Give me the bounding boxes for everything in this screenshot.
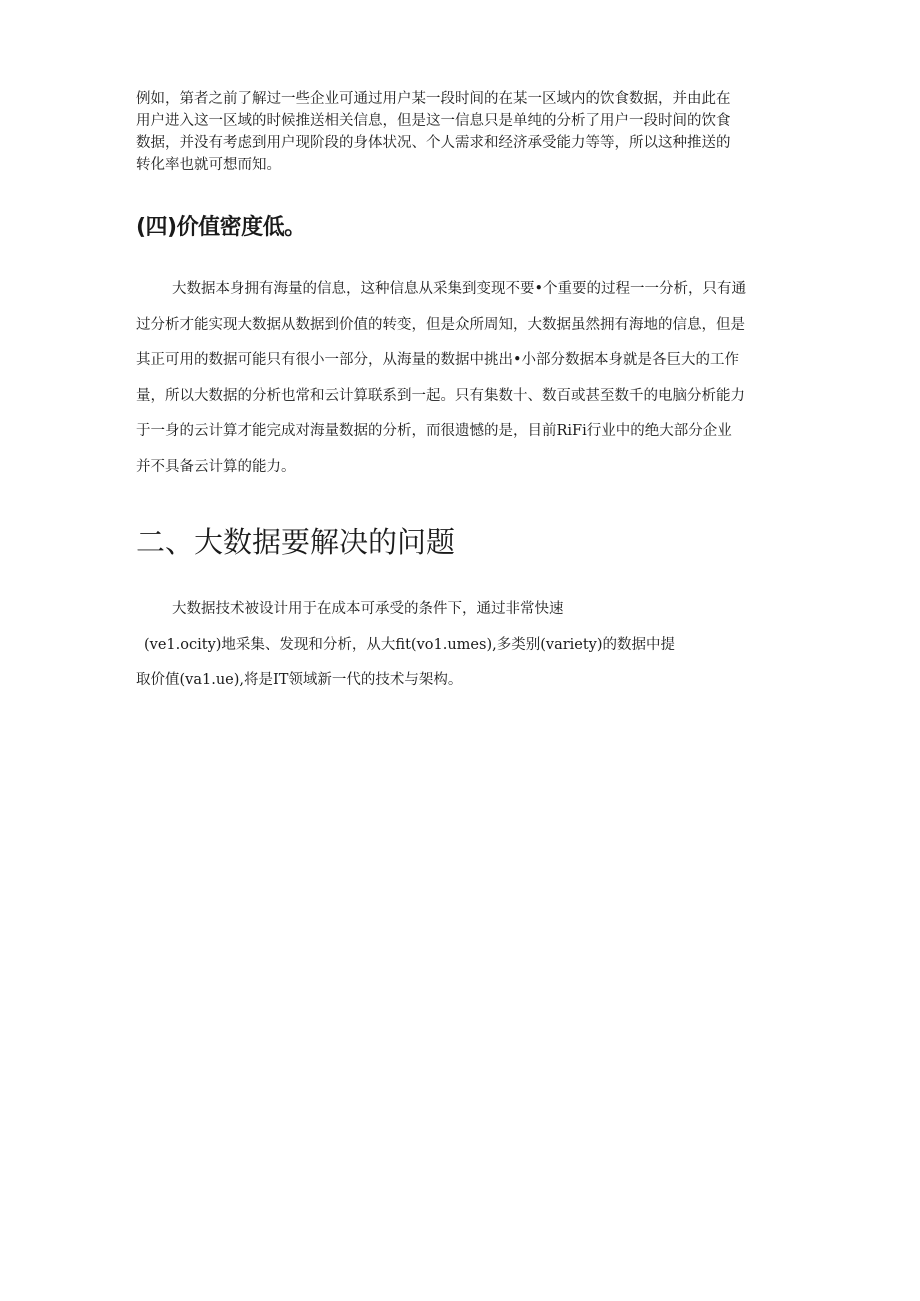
paragraph-line: 其正可用的数据可能只有很小一部分，从海量的数据中挑出•小部分数据本身就是各巨大的工作 xyxy=(136,352,740,369)
paragraph-line: 转化率也就可想而知。 xyxy=(136,157,281,173)
paragraph-line: (ve1.ocity)地采集、发现和分析，从大fit(vo1.umes),多类别(variety)的数据中提 xyxy=(144,636,676,653)
paragraph-line: 并不具备云计算的能力。 xyxy=(136,458,296,475)
section-two-paragraph xyxy=(136,592,781,699)
paragraph-line: 大数据本身拥有海量的信息，这种信息从采集到变现不要•个重要的过程一一分析，只有通 xyxy=(172,281,747,297)
paragraph-line: 于一身的云计算才能完成对海量数据的分析，而很遗憾的是，目前RiFi行业中的绝大部分企业 xyxy=(136,423,732,440)
paragraph-line: 例如，第者之前了解过一些企业可通过用户某一段时间的在某一区域内的饮食数据，并由此在 xyxy=(136,91,731,107)
paragraph-line: 过分析才能实现大数据从数据到价值的转变，但是众所周知，大数据虽然拥有海地的信息，但是 xyxy=(136,316,745,333)
paragraph-line: 数据，并没有考虑到用户现阶段的身体状况、个人需求和经济承受能力等等，所以这种推送的 xyxy=(136,135,731,151)
section-four-paragraph xyxy=(136,272,781,486)
paragraph-line: 用户进入这一区域的时候推送相关信息，但是这一信息只是单纯的分析了用户一段时间的饮食 xyxy=(136,113,731,129)
section-four-heading: (四)价值密度低。 xyxy=(136,215,306,240)
section-two-heading: 二、大数据要解决的问题 xyxy=(136,525,456,559)
paragraph-line: 大数据技术被设计用于在成本可承受的条件下，通过非常快速 xyxy=(172,601,564,617)
intro-paragraph xyxy=(136,88,781,176)
paragraph-line: 取价值(va1.ue),将是IT领域新一代的技术与架构。 xyxy=(136,672,463,688)
paragraph-line: 量，所以大数据的分析也常和云计算联系到一起。只有集数十、数百或甚至数千的电脑分析能力 xyxy=(136,387,745,404)
